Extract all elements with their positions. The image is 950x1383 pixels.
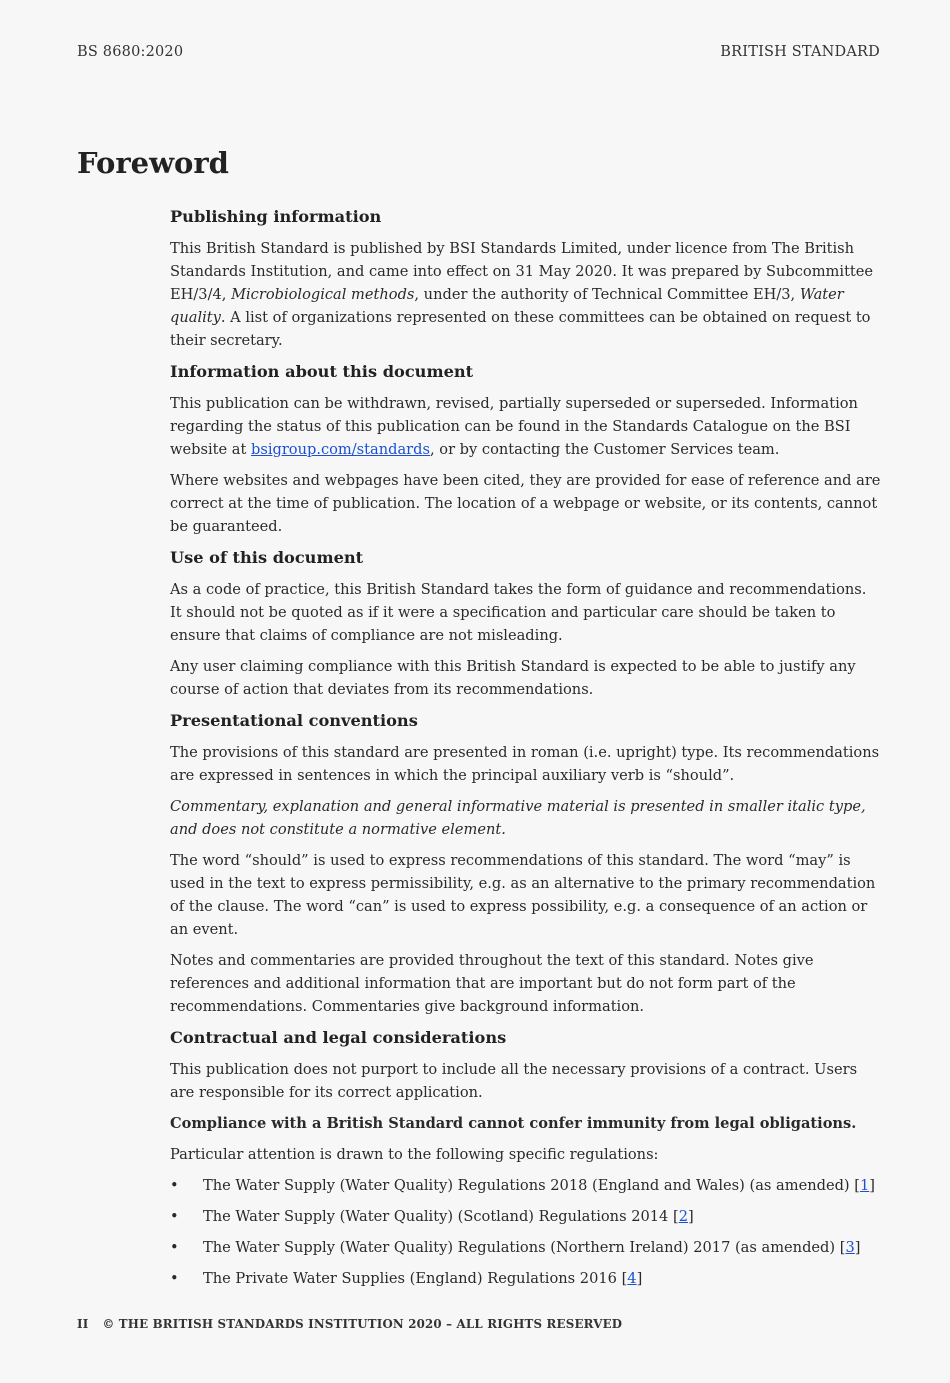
page-number: II (77, 1317, 89, 1331)
regulations-list (170, 1174, 882, 1290)
reference-link[interactable]: 1 (859, 1177, 870, 1194)
list-item: • The Private Water Supplies (England) Regulations 2016 [4] (170, 1267, 882, 1290)
text-run: This publication can be withdrawn, revised, partially superseded or superseded. Information regarding the status of this publication can be found in the Standards Catalogue on the BSI website at (170, 395, 858, 458)
text-run: , or by contacting the Customer Services team. (430, 441, 780, 458)
foreword-body (170, 205, 882, 1298)
regulation-text: The Water Supply (Water Quality) Regulations (Northern Ireland) 2017 (as amended) (203, 1239, 840, 1256)
regulation-text: The Private Water Supplies (England) Regulations 2016 (203, 1270, 622, 1287)
text-run: . A list of organizations represented on these committees can be obtained on request to their secretary. (170, 309, 871, 349)
text-run: This British Standard is published by BSI Standards Limited, under licence from The British Standards Institution, and came into effect on 31 May 2020. It was prepared by Subcommittee EH/3/4, (170, 240, 874, 303)
bullet-icon: • (170, 1177, 179, 1194)
list-item: • The Water Supply (Water Quality) Regulations (Northern Ireland) 2017 (as amended) [3] (170, 1236, 882, 1259)
bullet-icon: • (170, 1270, 179, 1287)
text-run: , under the authority of Technical Committee EH/3, (414, 286, 800, 303)
committee-name: Water quality (170, 286, 844, 326)
section-use-of-document (170, 546, 882, 701)
paragraph (170, 392, 882, 461)
running-header (77, 44, 880, 60)
list-item: • The Water Supply (Water Quality) (Scotland) Regulations 2014 [2] (170, 1205, 882, 1228)
reference-link[interactable]: 4 (627, 1270, 637, 1287)
page-footer (77, 1317, 622, 1331)
section-heading: Use of this document (170, 548, 364, 567)
paragraph (170, 237, 882, 352)
bsi-standards-link[interactable]: bsigroup.com/standards (250, 441, 430, 458)
committee-name: Microbiological methods (231, 286, 415, 303)
bullet-icon: • (170, 1239, 179, 1256)
paragraph: The word “should” is used to express recommendations of this standard. The word “may” is used in the text to express permissibility, e.g. as an alternative to the primary recommendation of the clause. The word “can” is used to express possibility, e.g. a consequence of an action or an event. (170, 852, 876, 938)
paragraph: Notes and commentaries are provided throughout the text of this standard. Notes give references and additional information that are important but do not form part of the recommendations. Commentaries give background information. (170, 952, 814, 1015)
bullet-icon: • (170, 1208, 179, 1225)
compliance-statement: Compliance with a British Standard cannot confer immunity from legal obligations. (170, 1115, 857, 1132)
section-heading: Contractual and legal considerations (170, 1028, 507, 1047)
regulation-text: The Water Supply (Water Quality) (Scotland) Regulations 2014 (203, 1208, 673, 1225)
commentary-paragraph: Commentary, explanation and general informative material is presented in smaller italic type, and does not constitute a normative element. (170, 798, 866, 838)
reference-link[interactable]: 3 (845, 1239, 855, 1256)
list-item: • The Water Supply (Water Quality) Regulations 2018 (England and Wales) (as amended) [1] (170, 1174, 882, 1197)
copyright-notice: © THE BRITISH STANDARDS INSTITUTION 2020 – ALL RIGHTS RESERVED (102, 1317, 623, 1331)
page-title: Foreword (77, 146, 229, 180)
paragraph: The provisions of this standard are presented in roman (i.e. upright) type. Its recommendations are expressed in sentences in which the principal auxiliary verb is “should”. (170, 744, 880, 784)
reference-link[interactable]: 2 (678, 1208, 688, 1225)
paragraph: Particular attention is drawn to the following specific regulations: (170, 1146, 659, 1163)
section-heading: Presentational conventions (170, 711, 418, 730)
regulation-text: The Water Supply (Water Quality) Regulations 2018 (England and Wales) (as amended) (203, 1177, 855, 1194)
section-heading: Information about this document (170, 362, 474, 381)
paragraph: As a code of practice, this British Standard takes the form of guidance and recommendations. It should not be quoted as if it were a specification and particular care should be taken to ensure that claims of compliance are not misleading. (170, 581, 867, 644)
paragraph: Where websites and webpages have been cited, they are provided for ease of reference and are correct at the time of publication. The location of a webpage or website, or its contents, cannot be guaranteed. (170, 472, 881, 535)
standard-number: BS 8680:2020 (77, 44, 184, 60)
standard-type: BRITISH STANDARD (720, 44, 880, 60)
section-contractual-legal (170, 1026, 882, 1290)
paragraph: Any user claiming compliance with this British Standard is expected to be able to justify any course of action that deviates from its recommendations. (170, 658, 856, 698)
section-information-about-document (170, 360, 882, 538)
section-publishing-information (170, 205, 882, 352)
paragraph: This publication does not purport to include all the necessary provisions of a contract. Users are responsible for its correct application. (170, 1061, 858, 1101)
section-presentational-conventions (170, 709, 882, 1018)
section-heading: Publishing information (170, 207, 382, 226)
